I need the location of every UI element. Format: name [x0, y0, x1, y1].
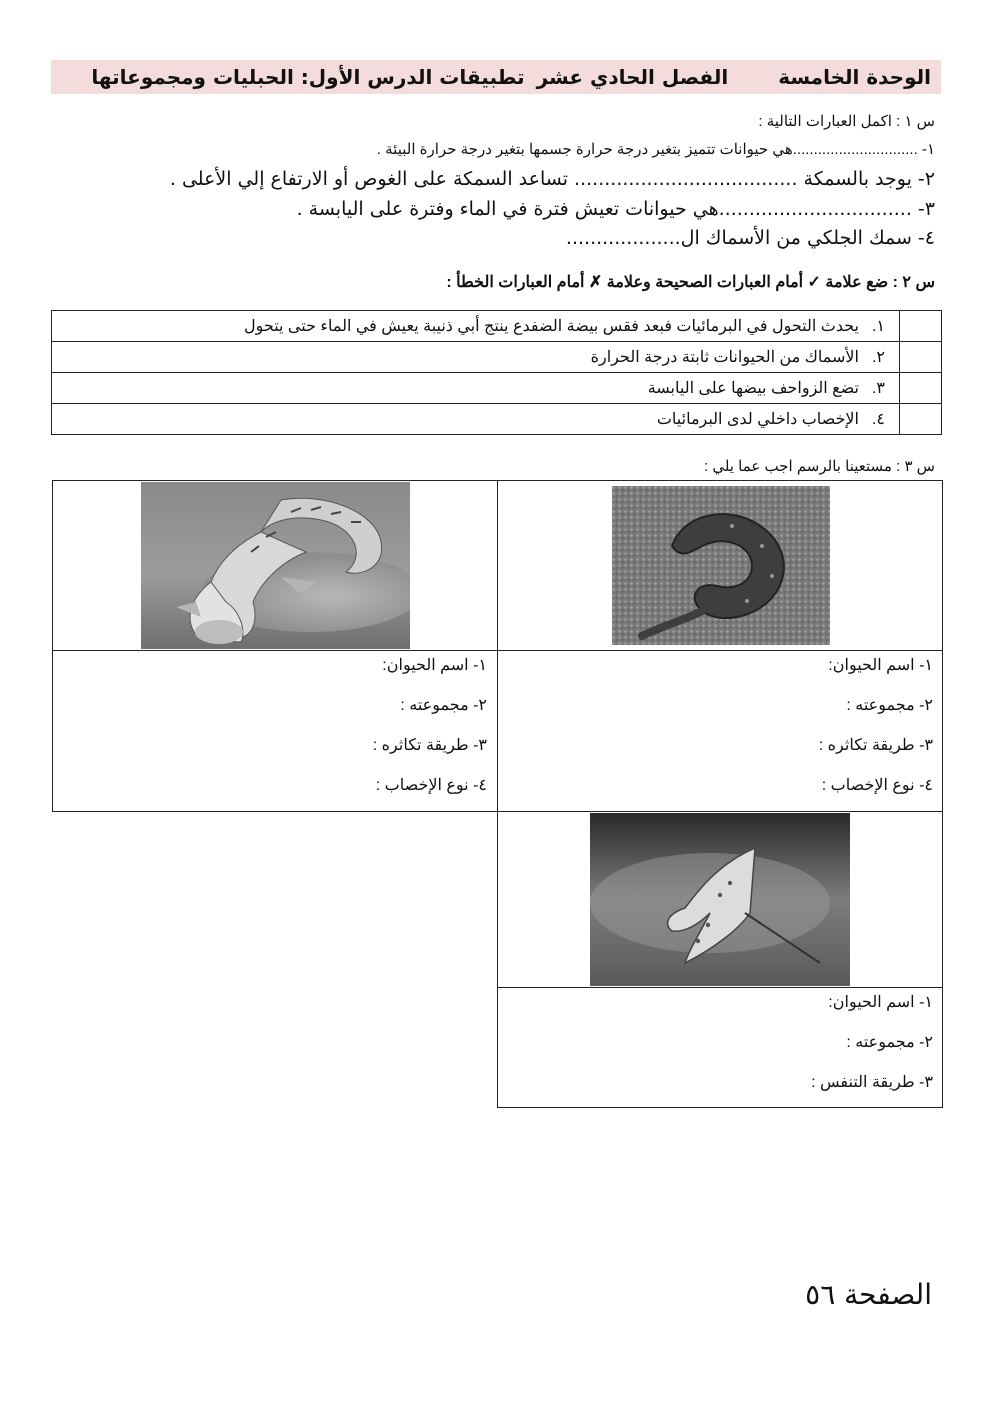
item-number: ١.: [871, 318, 885, 335]
grid-border: [497, 987, 943, 988]
unit-title: الوحدة الخامسة: [778, 65, 931, 89]
crocodile-name-label: ١- اسم الحيوان:: [382, 657, 487, 674]
ray-group-label: ٢- مجموعته :: [846, 1034, 933, 1051]
answer-box[interactable]: [900, 404, 942, 435]
salamander-fertilization-label: ٤- نوع الإخصاب :: [821, 777, 933, 794]
q1-item-1: ١- ..............................هي حيوانات تتميز بتغير درجة حرارة جسمها بتغير درجة حرارة البيئة .: [376, 141, 935, 158]
chapter-title: الفصل الحادي عشر: [536, 65, 729, 89]
statement: الأسماك من الحيوانات ثابتة درجة الحرارة: [590, 349, 859, 366]
crocodile-image: [141, 482, 410, 649]
q1-item-2: ٢- يوجد بالسمكة ..................................... تساعد السمكة على الغوص أو الارتفاع إلي الأعلى .: [169, 168, 935, 190]
lesson-title: تطبيقات الدرس الأول: الحبليات ومجموعاتها: [91, 65, 525, 89]
q1-item-4: ٤- سمك الجلكي من الأسماك ال...................: [565, 227, 935, 249]
q3-title: س ٣ : مستعينا بالرسم اجب عما يلي :: [703, 458, 935, 475]
statement: يحدث التحول في البرمائيات فبعد فقس بيضة الضفدع ينتج أبي ذنيبة يعيش في الماء حتى يتحول: [243, 318, 859, 335]
salamander-reproduction-label: ٣- طريقة تكاثره :: [818, 737, 933, 754]
ray-breathing-label: ٣- طريقة التنفس :: [811, 1074, 933, 1091]
q2-title: س ٢ : ضع علامة ✓ أمام العبارات الصحيحة وعلامة ✗ أمام العبارات الخطأ :: [446, 274, 935, 291]
page-number: الصفحة ٥٦: [805, 1278, 932, 1311]
answer-box[interactable]: [900, 342, 942, 373]
item-number: ٣.: [871, 380, 885, 397]
ray-name-label: ١- اسم الحيوان:: [828, 994, 933, 1011]
crocodile-fertilization-label: ٤- نوع الإخصاب :: [375, 777, 487, 794]
item-number: ٤.: [871, 411, 885, 428]
salamander-name-label: ١- اسم الحيوان:: [828, 657, 933, 674]
crocodile-group-label: ٢- مجموعته :: [400, 697, 487, 714]
table-row: [52, 342, 942, 373]
table-row: [52, 373, 942, 404]
q1-item-3: ٣- ................................هي حيوانات تعيش فترة في الماء وفترة على اليابسة .: [296, 198, 935, 220]
grid-border: [497, 480, 498, 1108]
salamander-image: [612, 486, 830, 645]
salamander-group-label: ٢- مجموعته :: [846, 697, 933, 714]
statement: تضع الزواحف بيضها على اليابسة: [647, 380, 859, 397]
table-row: [52, 404, 942, 435]
answer-box[interactable]: [900, 311, 942, 342]
grid-border: [52, 480, 53, 811]
answer-box[interactable]: [900, 373, 942, 404]
statement: الإخصاب داخلي لدى البرمائيات: [656, 411, 859, 428]
crocodile-reproduction-label: ٣- طريقة تكاثره :: [372, 737, 487, 754]
true-false-table: [51, 310, 942, 435]
grid-border: [497, 1107, 943, 1108]
table-row: [52, 311, 942, 342]
eagle-ray-image: [590, 813, 850, 986]
grid-border: [942, 480, 943, 1108]
q1-title: س ١ : اكمل العبارات التالية :: [758, 113, 935, 130]
item-number: ٢.: [871, 349, 885, 366]
header-bar: [51, 60, 941, 94]
